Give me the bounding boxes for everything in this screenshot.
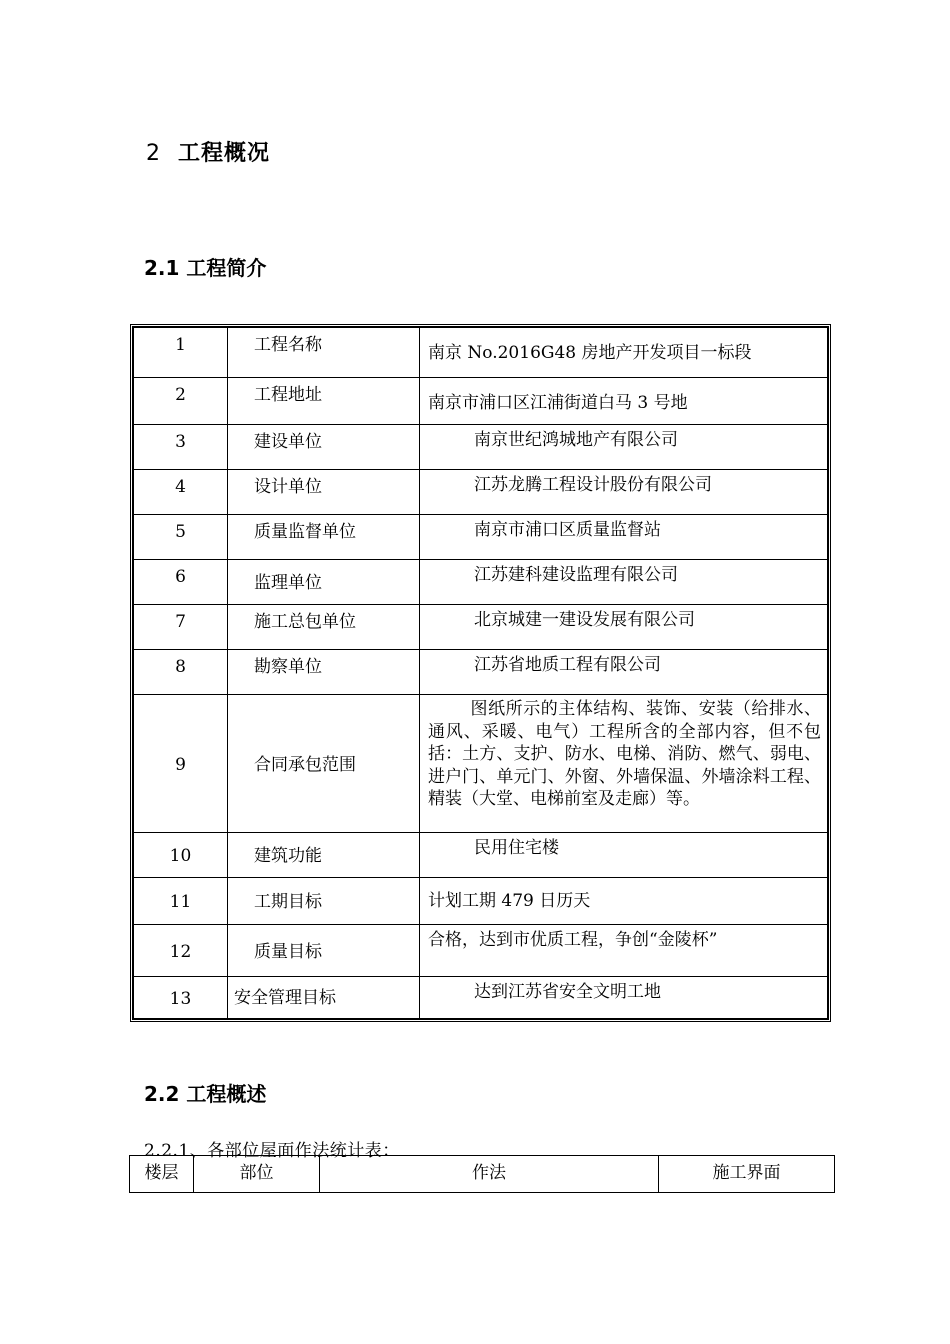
row-label: 工程名称 <box>228 328 420 378</box>
row-number: 5 <box>134 515 228 560</box>
table-row <box>134 977 828 1019</box>
row-number: 7 <box>134 605 228 650</box>
row-label: 勘察单位 <box>228 650 420 695</box>
table-row <box>134 470 828 515</box>
chapter-heading <box>146 136 270 167</box>
row-number: 3 <box>134 425 228 470</box>
row-value-paragraph <box>420 695 828 833</box>
table-row <box>134 925 828 977</box>
row-number: 12 <box>134 925 228 977</box>
row-value: 计划工期 479 日历天 <box>420 878 828 925</box>
row-value: 北京城建一建设发展有限公司 <box>420 605 828 650</box>
row-value: 民用住宅楼 <box>420 833 828 878</box>
row-number: 4 <box>134 470 228 515</box>
table-row <box>134 878 828 925</box>
table-row <box>134 605 828 650</box>
row-number: 8 <box>134 650 228 695</box>
table-row <box>134 378 828 425</box>
roof-method-table <box>129 1155 835 1193</box>
row-label: 建筑功能 <box>228 833 420 878</box>
row-value: 南京市浦口区江浦街道白马 3 号地 <box>420 378 828 425</box>
table-row <box>134 328 828 378</box>
row-value: 图纸所示的主体结构、装饰、安装（给排水、通风、采暖、电气）工程所含的全部内容，但不包括：土方、支护、防水、电梯、消防、燃气、弱电、进户门、单元门、外窗、外墙保温、外墙涂料工程、精装（大堂、电梯前室及走廊）等。 <box>428 699 821 809</box>
header-cell-floor: 楼层 <box>130 1156 194 1193</box>
header-cell-interface: 施工界面 <box>659 1156 835 1193</box>
row-value: 南京 No.2016G48 房地产开发项目一标段 <box>420 328 828 378</box>
row-label: 监理单位 <box>228 560 420 605</box>
row-label: 合同承包范围 <box>228 695 420 833</box>
row-number: 6 <box>134 560 228 605</box>
row-value: 江苏省地质工程有限公司 <box>420 650 828 695</box>
row-label: 设计单位 <box>228 470 420 515</box>
row-number: 10 <box>134 833 228 878</box>
row-value: 江苏龙腾工程设计股份有限公司 <box>420 470 828 515</box>
project-info-table <box>130 324 831 1022</box>
row-value: 南京市浦口区质量监督站 <box>420 515 828 560</box>
row-label: 质量目标 <box>228 925 420 977</box>
row-label: 施工总包单位 <box>228 605 420 650</box>
row-number: 1 <box>134 328 228 378</box>
section-heading-2-2: 2.2 工程概述 <box>144 1082 267 1106</box>
chapter-title: 工程概况 <box>178 141 271 166</box>
section-heading-2-1: 2.1 工程简介 <box>144 256 267 280</box>
subsection-caption: 2.2.1、各部位屋面作法统计表： <box>144 1141 400 1161</box>
row-label: 建设单位 <box>228 425 420 470</box>
row-value: 南京世纪鸿城地产有限公司 <box>420 425 828 470</box>
row-label: 安全管理目标 <box>228 977 420 1019</box>
table-row <box>134 515 828 560</box>
row-label: 工程地址 <box>228 378 420 425</box>
row-value: 合格，达到市优质工程，争创“金陵杯” <box>420 925 828 977</box>
table-row <box>134 650 828 695</box>
row-number: 2 <box>134 378 228 425</box>
table-row <box>134 833 828 878</box>
table-row <box>134 425 828 470</box>
row-value: 达到江苏省安全文明工地 <box>420 977 828 1019</box>
header-cell-method: 作法 <box>320 1156 659 1193</box>
chapter-number: 2 <box>146 141 161 166</box>
row-label: 工期目标 <box>228 878 420 925</box>
row-number: 11 <box>134 878 228 925</box>
table-header-row <box>130 1156 835 1193</box>
row-value: 江苏建科建设监理有限公司 <box>420 560 828 605</box>
header-cell-part: 部位 <box>194 1156 320 1193</box>
row-number: 9 <box>134 695 228 833</box>
table-row <box>134 560 828 605</box>
row-label: 质量监督单位 <box>228 515 420 560</box>
row-number: 13 <box>134 977 228 1019</box>
table-row <box>134 695 828 833</box>
